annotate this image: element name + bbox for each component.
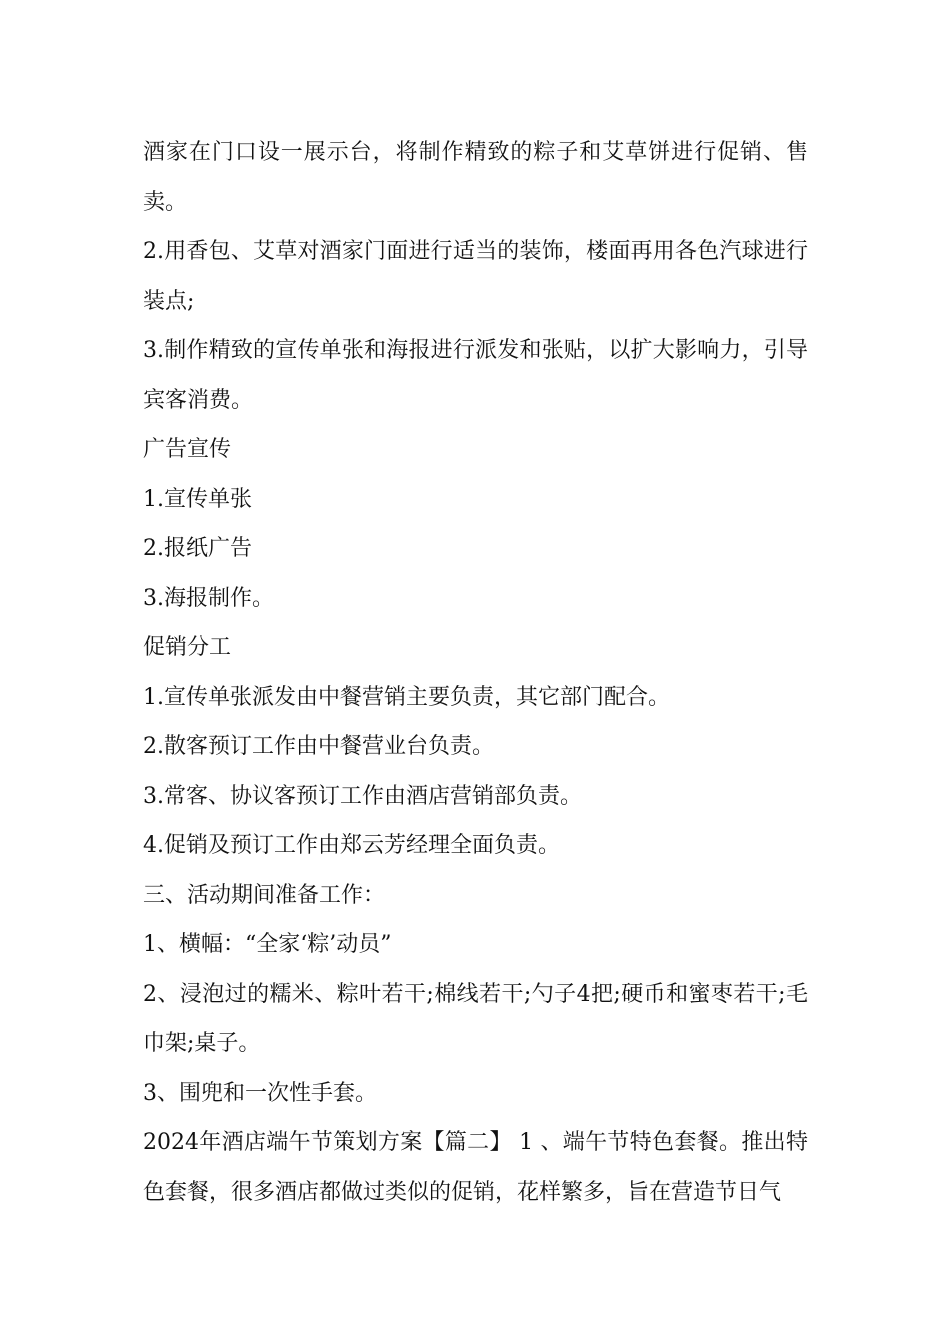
paragraph-decoration: 2.用香包、艾草对酒家门面进行适当的装饰，楼面再用各色汽球进行装点;: [143, 239, 808, 314]
list-item-overall-manager: 4.促销及预订工作由郑云芳经理全面负责。: [143, 833, 560, 858]
document-page: [143, 128, 808, 1217]
list-item-regular-booking: 3.常客、协议客预订工作由酒店营销部负责。: [143, 783, 582, 809]
heading-advertising: 广告宣传: [143, 437, 232, 462]
paragraph-display-stand: 酒家在门口设一展示台，将制作精致的粽子和艾草饼进行促销、售卖。: [143, 140, 808, 215]
paragraph-flyers-posters: 3.制作精致的宣传单张和海报进行派发和张贴，以扩大影响力，引导宾客消费。: [143, 338, 808, 413]
list-item-walkin-booking: 2.散客预订工作由中餐营业台负责。: [143, 734, 494, 759]
list-item-poster-making: 3.海报制作。: [143, 585, 274, 611]
list-item-banner: 1、横幅：“全家‘粽’动员”: [143, 932, 392, 957]
list-item-flyer-distribution: 1.宣传单张派发由中餐营销主要负责，其它部门配合。: [143, 684, 670, 710]
paragraph-plan-two: 2024年酒店端午节策划方案【篇二】 1 、端午节特色套餐。推出特色套餐，很多酒店都做过类似的促销，花样繁多，旨在营造节日气: [143, 1130, 808, 1205]
heading-preparation: 三、活动期间准备工作：: [143, 882, 386, 908]
list-item-aprons-gloves: 3、围兜和一次性手套。: [143, 1080, 377, 1106]
list-item-newspaper-ads: 2.报纸广告: [143, 536, 252, 561]
heading-promotion-division: 促销分工: [143, 635, 232, 660]
list-item-materials: 2、浸泡过的糯米、粽叶若干;棉线若干;勺子4把;硬币和蜜枣若干;毛巾架;桌子。: [143, 981, 808, 1056]
list-item-flyers: 1.宣传单张: [143, 486, 252, 512]
